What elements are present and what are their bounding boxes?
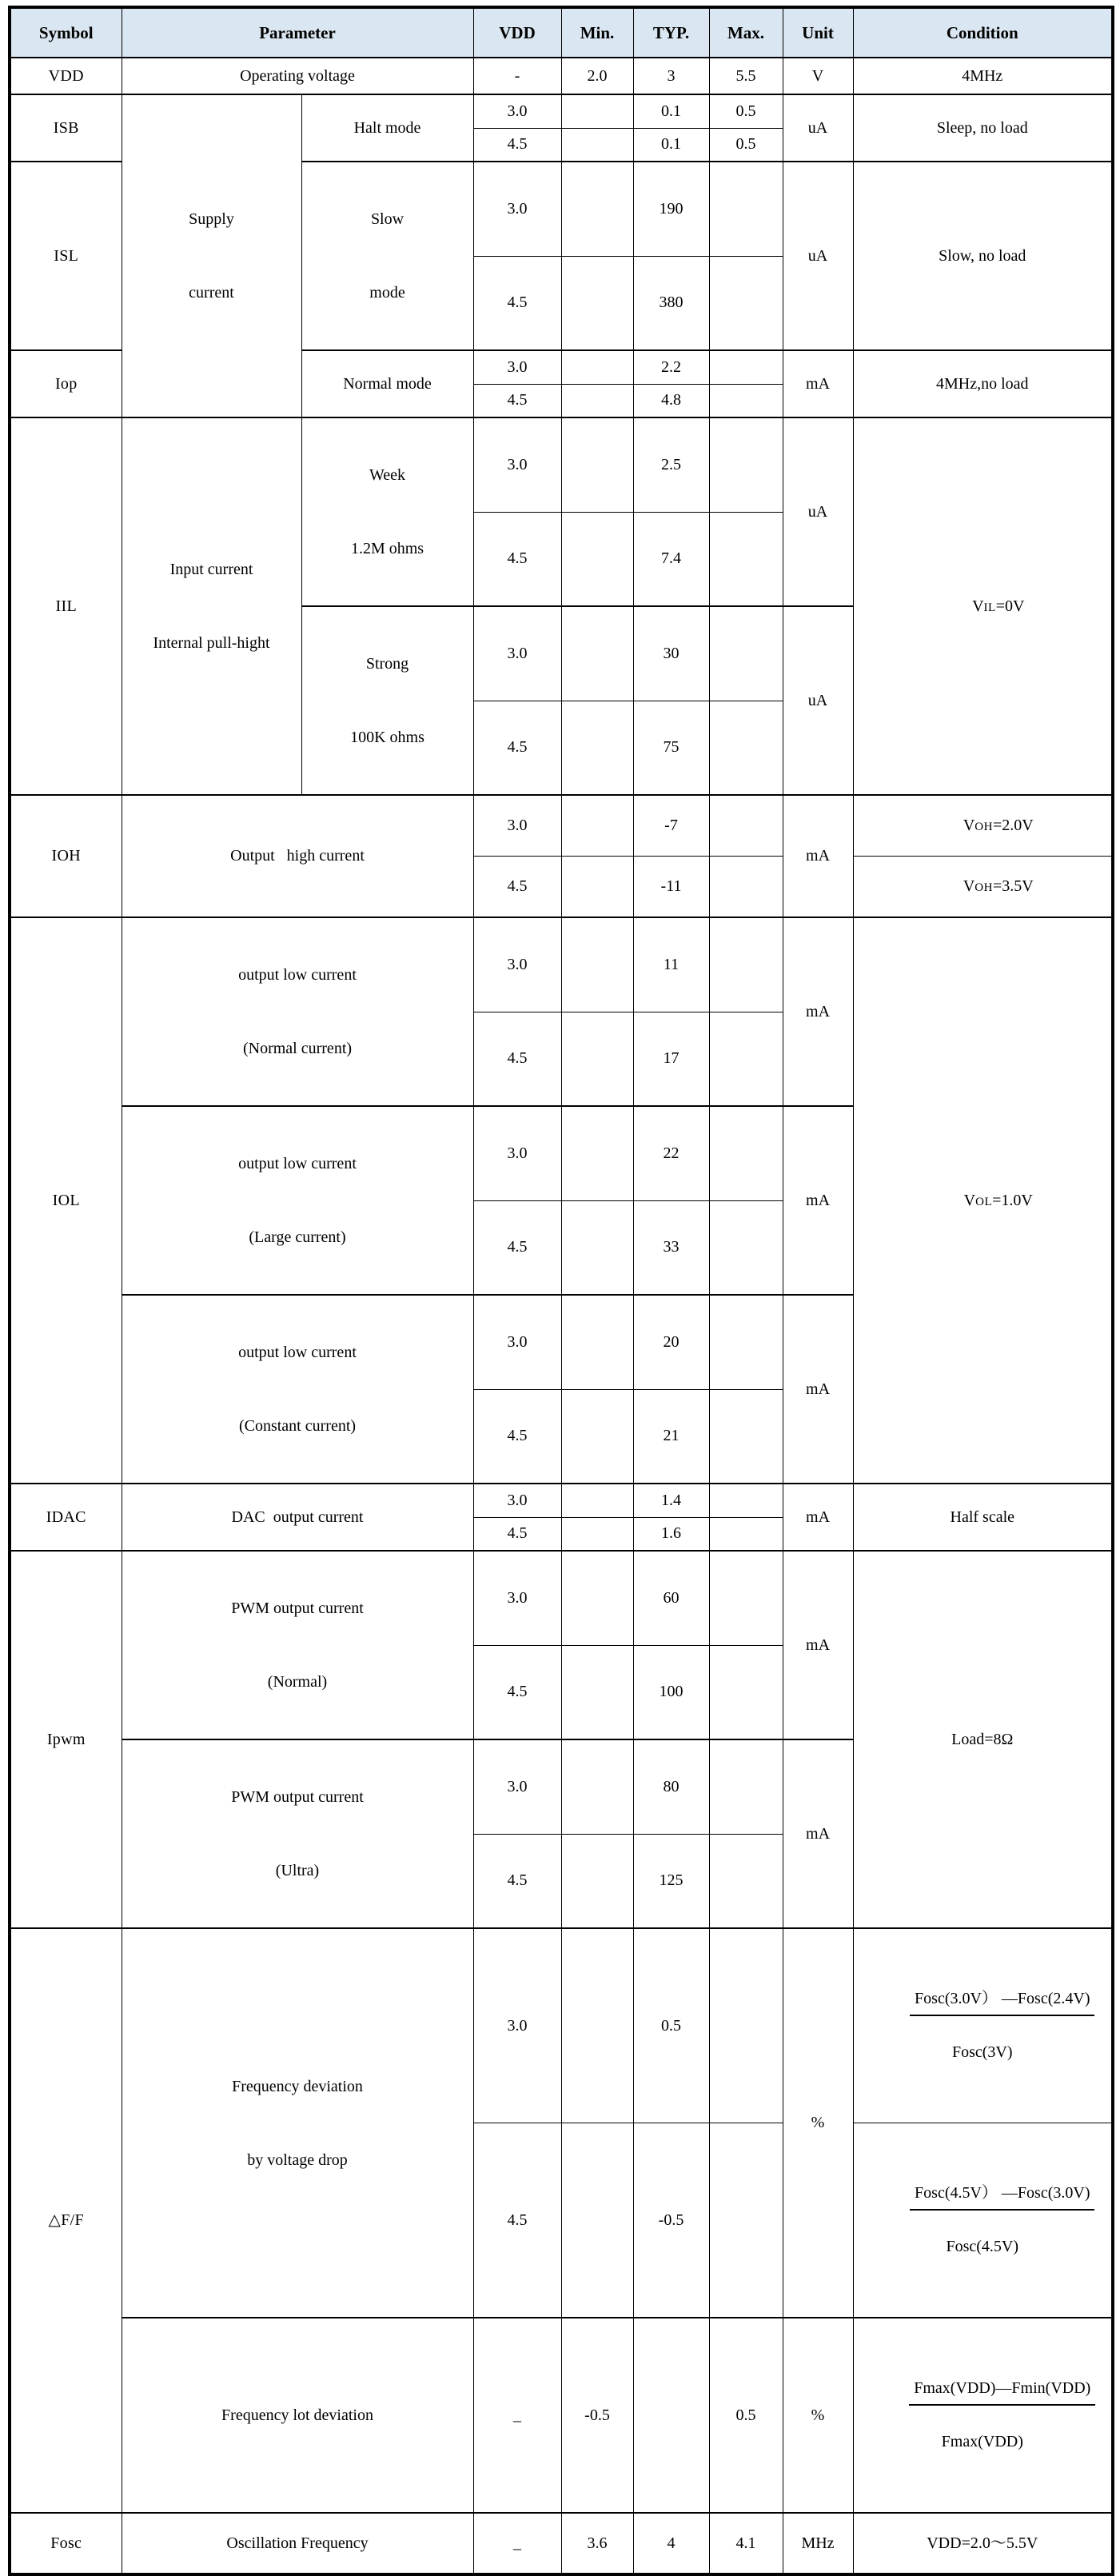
- fraction-denominator: Fmax(VDD): [941, 2433, 1023, 2450]
- typ-cell: 4.8: [633, 384, 709, 417]
- condition-cell-vol: [853, 917, 1113, 1484]
- col-header-vdd: VDD: [473, 7, 561, 58]
- max-cell-empty: [709, 350, 783, 384]
- col-header-condition: Condition: [853, 7, 1113, 58]
- symbol-cell-vdd: VDD: [10, 58, 122, 94]
- row-iil-1: [10, 417, 1113, 512]
- parameter-cell-output-high: Output high current: [122, 795, 473, 917]
- electrical-characteristics-table: [8, 6, 1114, 2576]
- parameter-cell-iol-normal: [122, 917, 473, 1106]
- max-cell-empty: [709, 512, 783, 606]
- symbol-cell-idac: IDAC: [10, 1484, 122, 1551]
- max-cell-empty: [709, 1200, 783, 1295]
- typ-cell: -11: [633, 857, 709, 918]
- row-isb-1: [10, 94, 1113, 128]
- symbol-cell-isl: ISL: [10, 162, 122, 350]
- unit-cell: MHz: [783, 2513, 853, 2574]
- vdd-cell: 3.0: [473, 1551, 561, 1645]
- row-vdd: [10, 58, 1113, 94]
- parameter-line: 1.2M ohms: [350, 540, 424, 557]
- row-fosc: [10, 2513, 1113, 2574]
- fraction-numerator: Fosc(4.5V） —Fosc(3.0V): [910, 2183, 1094, 2211]
- parameter-line: Strong: [365, 655, 409, 673]
- vdd-cell: 3.0: [473, 606, 561, 701]
- condition-cell: Slow, no load: [853, 162, 1113, 350]
- min-cell-empty: [561, 512, 633, 606]
- condition-cell-vil: [853, 417, 1113, 795]
- fraction-numerator: Fmax(VDD)—Fmin(VDD): [909, 2378, 1095, 2406]
- typ-cell: 80: [633, 1739, 709, 1834]
- vdd-cell: 4.5: [473, 2123, 561, 2318]
- parameter-line: output low current: [238, 1344, 357, 1361]
- vdd-cell: 3.0: [473, 1295, 561, 1389]
- symbol-cell-iil: IIL: [10, 417, 122, 795]
- unit-cell: uA: [783, 417, 853, 606]
- condition-text: =1.0V: [992, 1191, 1033, 1209]
- parameter-cell-iol-large: [122, 1106, 473, 1295]
- parameter-line: current: [189, 284, 234, 302]
- condition-cell: 4MHz,no load: [853, 350, 1113, 417]
- parameter-cell-strong-pull: [301, 606, 473, 795]
- typ-cell: 2.2: [633, 350, 709, 384]
- parameter-line: mode: [369, 284, 405, 302]
- unit-cell: uA: [783, 94, 853, 162]
- parameter-line: PWM output current: [231, 1788, 364, 1806]
- parameter-line: Frequency deviation: [232, 2077, 363, 2095]
- typ-cell-empty: [633, 2318, 709, 2513]
- min-cell: -0.5: [561, 2318, 633, 2513]
- typ-cell: 33: [633, 1200, 709, 1295]
- typ-cell: -0.5: [633, 2123, 709, 2318]
- max-cell-empty: [709, 701, 783, 795]
- typ-cell: 4: [633, 2513, 709, 2574]
- condition-text: =0V: [995, 597, 1025, 615]
- min-cell-empty: [561, 795, 633, 857]
- col-header-symbol: Symbol: [10, 7, 122, 58]
- symbol-cell-iol: IOL: [10, 917, 122, 1484]
- condition-cell-fosc-fraction-2: [853, 2123, 1113, 2318]
- parameter-cell-oscillation-frequency: Oscillation Frequency: [122, 2513, 473, 2574]
- max-cell-empty: [709, 1551, 783, 1645]
- typ-cell: 0.5: [633, 1928, 709, 2123]
- parameter-cell-pwm-normal: [122, 1551, 473, 1739]
- min-cell-empty: [561, 1645, 633, 1739]
- parameter-cell-dac-output: DAC output current: [122, 1484, 473, 1551]
- min-cell-empty: [561, 1928, 633, 2123]
- header-row: [10, 7, 1113, 58]
- condition-text: V: [963, 1191, 976, 1209]
- col-header-min: Min.: [561, 7, 633, 58]
- vdd-cell: 3.0: [473, 917, 561, 1012]
- min-cell-empty: [561, 1012, 633, 1106]
- max-cell-empty: [709, 1106, 783, 1200]
- vdd-cell: 4.5: [473, 1389, 561, 1484]
- max-cell-empty: [709, 162, 783, 256]
- col-header-parameter: Parameter: [122, 7, 473, 58]
- symbol-cell-df-f: △F/F: [10, 1928, 122, 2513]
- vdd-cell: 3.0: [473, 1484, 561, 1517]
- condition-cell-voh2: [853, 857, 1113, 918]
- min-cell-empty: [561, 1389, 633, 1484]
- symbol-cell-fosc: Fosc: [10, 2513, 122, 2574]
- typ-cell: 3: [633, 58, 709, 94]
- min-cell-empty: [561, 1517, 633, 1551]
- unit-cell: uA: [783, 162, 853, 350]
- parameter-line: (Ultra): [275, 1862, 320, 1879]
- unit-cell: %: [783, 2318, 853, 2513]
- row-idac-1: [10, 1484, 1113, 1517]
- parameter-cell-pwm-ultra: [122, 1739, 473, 1928]
- min-cell-empty: [561, 1551, 633, 1645]
- unit-cell: mA: [783, 917, 853, 1106]
- unit-cell: %: [783, 1928, 853, 2318]
- min-cell-empty: [561, 2123, 633, 2318]
- max-cell: 0.5: [709, 128, 783, 162]
- max-cell-empty: [709, 795, 783, 857]
- col-header-unit: Unit: [783, 7, 853, 58]
- vdd-cell: 3.0: [473, 1928, 561, 2123]
- typ-cell: 0.1: [633, 94, 709, 128]
- vdd-cell: 4.5: [473, 384, 561, 417]
- parameter-cell-iol-constant: [122, 1295, 473, 1484]
- min-cell-empty: [561, 384, 633, 417]
- typ-cell: 380: [633, 256, 709, 350]
- typ-cell: 20: [633, 1295, 709, 1389]
- unit-cell: uA: [783, 606, 853, 795]
- typ-cell: 0.1: [633, 128, 709, 162]
- fraction-numerator: Fosc(3.0V） —Fosc(2.4V): [910, 1989, 1094, 2016]
- typ-cell: 1.4: [633, 1484, 709, 1517]
- unit-cell: mA: [783, 1106, 853, 1295]
- min-cell-empty: [561, 256, 633, 350]
- min-cell-empty: [561, 350, 633, 384]
- parameter-cell-supply-current: [122, 94, 301, 417]
- unit-cell: V: [783, 58, 853, 94]
- max-cell: 0.5: [709, 94, 783, 128]
- vdd-cell: 4.5: [473, 1834, 561, 1928]
- row-fdev-1: [10, 1928, 1113, 2123]
- parameter-line: Internal pull-hight: [153, 634, 270, 652]
- parameter-line: by voltage drop: [247, 2151, 348, 2169]
- fraction: [870, 1969, 1094, 2103]
- col-header-typ: TYP.: [633, 7, 709, 58]
- vdd-cell: 4.5: [473, 1517, 561, 1551]
- vdd-cell: 3.0: [473, 162, 561, 256]
- max-cell-empty: [709, 1517, 783, 1551]
- condition-cell: Load=8Ω: [853, 1551, 1113, 1928]
- condition-text: V: [963, 877, 975, 895]
- typ-cell: 17: [633, 1012, 709, 1106]
- vdd-cell: 4.5: [473, 701, 561, 795]
- typ-cell: -7: [633, 795, 709, 857]
- min-cell-empty: [561, 701, 633, 795]
- vdd-cell: _: [473, 2318, 561, 2513]
- symbol-cell-isb: ISB: [10, 94, 122, 162]
- max-cell-empty: [709, 417, 783, 512]
- min-cell: 2.0: [561, 58, 633, 94]
- vdd-cell: -: [473, 58, 561, 94]
- vdd-cell: 4.5: [473, 857, 561, 918]
- row-flot: [10, 2318, 1113, 2513]
- parameter-line: (Constant current): [238, 1417, 357, 1435]
- typ-cell: 21: [633, 1389, 709, 1484]
- max-cell-empty: [709, 857, 783, 918]
- fraction: [870, 2163, 1094, 2297]
- max-cell-empty: [709, 1834, 783, 1928]
- parameter-line: 100K ohms: [350, 729, 424, 746]
- fraction-denominator: Fosc(3V): [951, 2043, 1013, 2061]
- min-cell-empty: [561, 1484, 633, 1517]
- parameter-cell-slow-mode: [301, 162, 473, 350]
- parameter-line: Input current: [169, 561, 253, 578]
- min-cell-empty: [561, 917, 633, 1012]
- condition-subscript: OH: [975, 821, 993, 833]
- max-cell-empty: [709, 1295, 783, 1389]
- parameter-line: Week: [369, 466, 406, 484]
- vdd-cell: 4.5: [473, 128, 561, 162]
- parameter-cell-freq-lot-deviation: Frequency lot deviation: [122, 2318, 473, 2513]
- unit-cell: mA: [783, 1295, 853, 1484]
- condition-cell: VDD=2.0〜5.5V: [853, 2513, 1113, 2574]
- vdd-cell: 3.0: [473, 1739, 561, 1834]
- parameter-cell-halt-mode: Halt mode: [301, 94, 473, 162]
- max-cell: 5.5: [709, 58, 783, 94]
- condition-cell: Half scale: [853, 1484, 1113, 1551]
- fraction: [869, 2358, 1095, 2492]
- max-cell: 0.5: [709, 2318, 783, 2513]
- vdd-cell: 4.5: [473, 256, 561, 350]
- condition-cell-fosc-fraction-1: [853, 1928, 1113, 2123]
- typ-cell: 7.4: [633, 512, 709, 606]
- condition-text: =3.5V: [992, 877, 1034, 895]
- parameter-line: output low current: [238, 1155, 357, 1172]
- typ-cell: 1.6: [633, 1517, 709, 1551]
- parameter-line: (Large current): [249, 1228, 346, 1246]
- unit-cell: mA: [783, 1739, 853, 1928]
- unit-cell: mA: [783, 1484, 853, 1551]
- condition-cell-fmax-fraction: [853, 2318, 1113, 2513]
- typ-cell: 22: [633, 1106, 709, 1200]
- max-cell-empty: [709, 1739, 783, 1834]
- typ-cell: 100: [633, 1645, 709, 1739]
- min-cell-empty: [561, 417, 633, 512]
- min-cell-empty: [561, 128, 633, 162]
- parameter-cell: Operating voltage: [122, 58, 473, 94]
- vdd-cell: 4.5: [473, 1012, 561, 1106]
- condition-text: =2.0V: [992, 817, 1034, 834]
- row-iol-1: [10, 917, 1113, 1012]
- min-cell-empty: [561, 606, 633, 701]
- min-cell-empty: [561, 94, 633, 128]
- typ-cell: 60: [633, 1551, 709, 1645]
- unit-cell: mA: [783, 350, 853, 417]
- vdd-cell: 4.5: [473, 1200, 561, 1295]
- parameter-line: output low current: [238, 966, 357, 984]
- max-cell-empty: [709, 606, 783, 701]
- spec-sheet: [8, 6, 1114, 2576]
- fraction-denominator: Fosc(4.5V): [946, 2238, 1019, 2255]
- min-cell-empty: [561, 162, 633, 256]
- vdd-cell: 4.5: [473, 1645, 561, 1739]
- min-cell: 3.6: [561, 2513, 633, 2574]
- condition-cell-voh1: [853, 795, 1113, 857]
- max-cell-empty: [709, 1012, 783, 1106]
- parameter-cell-weak-pull: [301, 417, 473, 606]
- min-cell-empty: [561, 1106, 633, 1200]
- typ-cell: 30: [633, 606, 709, 701]
- symbol-cell-ioh: IOH: [10, 795, 122, 917]
- condition-subscript: IL: [983, 601, 996, 614]
- max-cell-empty: [709, 1484, 783, 1517]
- condition-cell: Sleep, no load: [853, 94, 1113, 162]
- max-cell: 4.1: [709, 2513, 783, 2574]
- vdd-cell: 4.5: [473, 512, 561, 606]
- parameter-line: (Normal): [267, 1673, 328, 1691]
- row-ioh-1: [10, 795, 1113, 857]
- max-cell-empty: [709, 1928, 783, 2123]
- unit-cell: mA: [783, 795, 853, 917]
- condition-cell: 4MHz: [853, 58, 1113, 94]
- condition-text: V: [972, 597, 984, 615]
- parameter-cell-input-current: [122, 417, 301, 795]
- max-cell-empty: [709, 384, 783, 417]
- max-cell-empty: [709, 256, 783, 350]
- vdd-cell: 3.0: [473, 94, 561, 128]
- parameter-line: Supply: [189, 210, 234, 228]
- vdd-cell: 3.0: [473, 417, 561, 512]
- vdd-cell: 3.0: [473, 350, 561, 384]
- condition-text: V: [963, 817, 975, 834]
- max-cell-empty: [709, 917, 783, 1012]
- symbol-cell-iop: Iop: [10, 350, 122, 417]
- parameter-line: (Normal current): [242, 1040, 353, 1057]
- typ-cell: 2.5: [633, 417, 709, 512]
- vdd-cell: _: [473, 2513, 561, 2574]
- min-cell-empty: [561, 857, 633, 918]
- unit-cell: mA: [783, 1551, 853, 1739]
- typ-cell: 75: [633, 701, 709, 795]
- max-cell-empty: [709, 1389, 783, 1484]
- typ-cell: 190: [633, 162, 709, 256]
- col-header-max: Max.: [709, 7, 783, 58]
- typ-cell: 125: [633, 1834, 709, 1928]
- typ-cell: 11: [633, 917, 709, 1012]
- symbol-cell-ipwm: Ipwm: [10, 1551, 122, 1928]
- parameter-line: PWM output current: [231, 1600, 364, 1617]
- row-ipwm-1: [10, 1551, 1113, 1645]
- parameter-cell-normal-mode: Normal mode: [301, 350, 473, 417]
- min-cell-empty: [561, 1200, 633, 1295]
- parameter-cell-freq-deviation: [122, 1928, 473, 2318]
- min-cell-empty: [561, 1739, 633, 1834]
- vdd-cell: 3.0: [473, 795, 561, 857]
- condition-subscript: OH: [975, 881, 993, 894]
- parameter-line: Slow: [370, 210, 405, 228]
- min-cell-empty: [561, 1834, 633, 1928]
- condition-subscript: OL: [975, 1195, 993, 1208]
- vdd-cell: 3.0: [473, 1106, 561, 1200]
- max-cell-empty: [709, 2123, 783, 2318]
- min-cell-empty: [561, 1295, 633, 1389]
- max-cell-empty: [709, 1645, 783, 1739]
